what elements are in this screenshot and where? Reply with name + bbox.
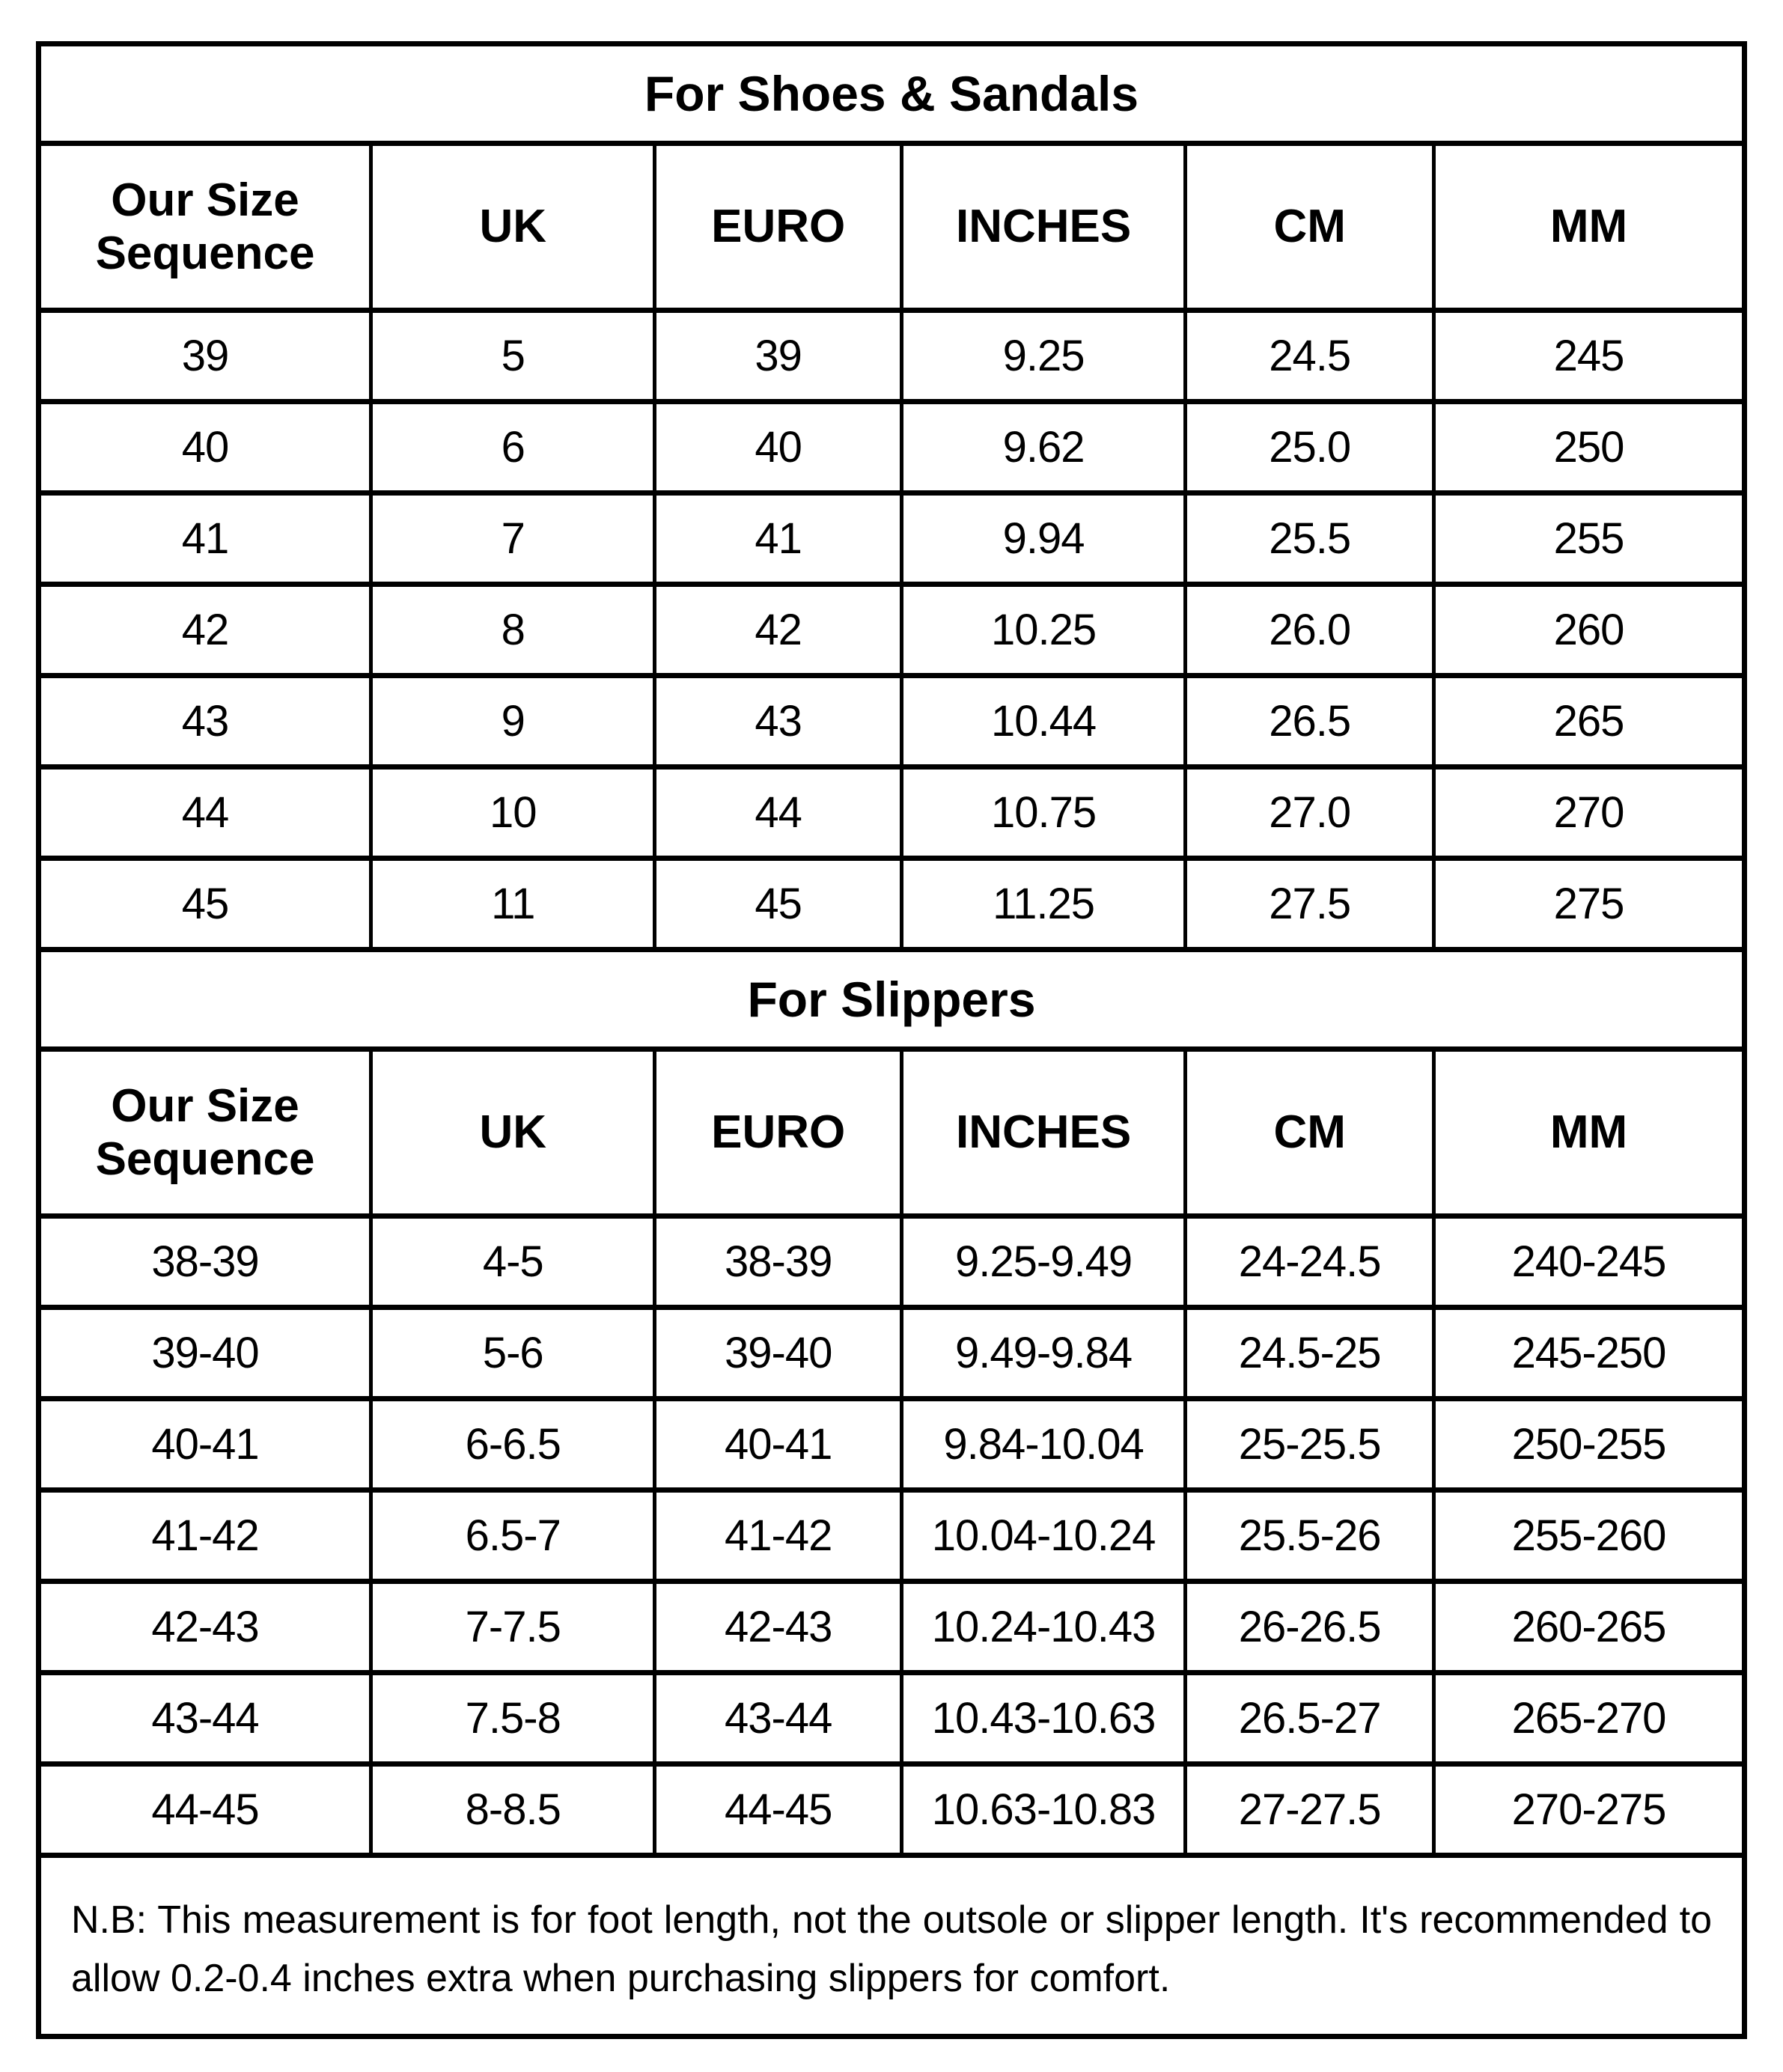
table-cell: 10.43-10.63	[903, 1675, 1187, 1761]
table-cell: 7.5-8	[373, 1675, 656, 1761]
table-cell: 4-5	[373, 1219, 656, 1305]
table-cell: 26.5	[1187, 678, 1436, 764]
table-row	[41, 770, 1742, 861]
table-cell: 25-25.5	[1187, 1401, 1436, 1487]
table-cell: 6	[373, 404, 656, 490]
table-row	[41, 678, 1742, 770]
table-cell: 27-27.5	[1187, 1767, 1436, 1853]
table-cell: 10.44	[903, 678, 1187, 764]
table-row	[41, 861, 1742, 952]
table-row	[41, 1493, 1742, 1584]
column-header-cm: CM	[1187, 146, 1436, 308]
table-cell: 41-42	[41, 1493, 373, 1579]
table-cell: 5-6	[373, 1310, 656, 1396]
column-header-our-size-sequence: Our Size Sequence	[41, 146, 373, 308]
table-cell: 10.04-10.24	[903, 1493, 1187, 1579]
table-cell: 38-39	[41, 1219, 373, 1305]
column-header-euro: EURO	[656, 1052, 903, 1213]
table-row	[41, 313, 1742, 404]
table-cell: 39-40	[656, 1310, 903, 1396]
table-cell: 11	[373, 861, 656, 947]
slippers-section-title-row	[41, 952, 1742, 1052]
shoes-header-row	[41, 146, 1742, 313]
table-cell: 245	[1553, 332, 1624, 380]
table-cell: 42-43	[41, 1584, 373, 1670]
table-cell: 255-260	[1511, 1511, 1666, 1560]
table-cell: 275	[1553, 880, 1624, 928]
slippers-rows	[41, 1219, 1742, 1858]
table-cell: 42	[41, 587, 373, 673]
table-cell: 9.84-10.04	[903, 1401, 1187, 1487]
slippers-section-title: For Slippers	[747, 971, 1036, 1027]
table-cell: 240-245	[1511, 1237, 1666, 1286]
table-cell: 7-7.5	[373, 1584, 656, 1670]
table-cell: 38-39	[656, 1219, 903, 1305]
table-row	[41, 587, 1742, 678]
table-cell: 26.0	[1187, 587, 1436, 673]
table-cell: 265	[1553, 697, 1624, 746]
table-row	[41, 404, 1742, 496]
table-cell: 39	[41, 313, 373, 399]
table-cell: 7	[373, 496, 656, 582]
table-cell: 44	[41, 770, 373, 856]
note-text: N.B: This measurement is for foot length, not the outsole or slipper length. It's recommended to allow 0.2-0.4 inches extra when purchasing slippers for comfort.	[71, 1898, 1712, 2000]
table-cell: 43-44	[41, 1675, 373, 1761]
table-cell: 245-250	[1511, 1329, 1666, 1377]
table-cell: 27.5	[1187, 861, 1436, 947]
column-header-our-size-sequence: Our Size Sequence	[41, 1052, 373, 1213]
table-cell: 10.25	[903, 587, 1187, 673]
table-cell: 25.5	[1187, 496, 1436, 582]
table-cell: 40	[41, 404, 373, 490]
table-cell: 40-41	[656, 1401, 903, 1487]
table-cell: 10.63-10.83	[903, 1767, 1187, 1853]
table-cell: 10.24-10.43	[903, 1584, 1187, 1670]
table-cell: 250-255	[1511, 1420, 1666, 1469]
column-header-inches: INCHES	[903, 1052, 1187, 1213]
slippers-header-row	[41, 1052, 1742, 1219]
table-cell: 9.94	[903, 496, 1187, 582]
table-cell: 270	[1553, 788, 1624, 837]
table-cell: 44-45	[41, 1767, 373, 1853]
table-cell: 42	[656, 587, 903, 673]
table-cell: 40	[656, 404, 903, 490]
table-cell: 24-24.5	[1187, 1219, 1436, 1305]
table-cell: 24.5-25	[1187, 1310, 1436, 1396]
table-cell: 260	[1553, 606, 1624, 654]
table-row	[41, 1767, 1742, 1858]
table-cell: 26-26.5	[1187, 1584, 1436, 1670]
table-row	[41, 1584, 1742, 1675]
column-header-uk: UK	[373, 146, 656, 308]
table-cell: 39	[656, 313, 903, 399]
table-row	[41, 1219, 1742, 1310]
table-cell: 44	[656, 770, 903, 856]
table-cell: 45	[656, 861, 903, 947]
table-row	[41, 1675, 1742, 1767]
table-cell: 9.25	[903, 313, 1187, 399]
table-cell: 25.5-26	[1187, 1493, 1436, 1579]
table-cell: 9.62	[903, 404, 1187, 490]
table-cell: 9.25-9.49	[903, 1219, 1187, 1305]
table-cell: 25.0	[1187, 404, 1436, 490]
table-cell: 5	[373, 313, 656, 399]
table-row	[41, 1401, 1742, 1493]
table-cell: 270-275	[1511, 1785, 1666, 1834]
table-cell: 43	[41, 678, 373, 764]
table-cell: 9	[373, 678, 656, 764]
table-cell: 6-6.5	[373, 1401, 656, 1487]
column-header-cm: CM	[1187, 1052, 1436, 1213]
table-row	[41, 1310, 1742, 1401]
table-cell: 10.75	[903, 770, 1187, 856]
table-cell: 10	[373, 770, 656, 856]
table-cell: 9.49-9.84	[903, 1310, 1187, 1396]
table-cell: 44-45	[656, 1767, 903, 1853]
table-cell: 45	[41, 861, 373, 947]
table-cell: 42-43	[656, 1584, 903, 1670]
table-row	[41, 496, 1742, 587]
table-cell: 250	[1553, 423, 1624, 472]
column-header-inches: INCHES	[903, 146, 1187, 308]
column-header-mm: MM	[1549, 1106, 1628, 1159]
table-cell: 8	[373, 587, 656, 673]
table-cell: 43	[656, 678, 903, 764]
table-cell: 6.5-7	[373, 1493, 656, 1579]
shoes-section-title: For Shoes & Sandals	[644, 65, 1139, 121]
shoes-rows	[41, 313, 1742, 952]
table-cell: 24.5	[1187, 313, 1436, 399]
table-cell: 40-41	[41, 1401, 373, 1487]
table-cell: 26.5-27	[1187, 1675, 1436, 1761]
shoes-section-title-row	[41, 46, 1742, 146]
table-cell: 8-8.5	[373, 1767, 656, 1853]
note-row	[41, 1858, 1742, 2034]
column-header-euro: EURO	[656, 146, 903, 308]
table-cell: 41-42	[656, 1493, 903, 1579]
table-cell: 260-265	[1511, 1603, 1666, 1651]
table-cell: 43-44	[656, 1675, 903, 1761]
table-cell: 11.25	[903, 861, 1187, 947]
table-cell: 27.0	[1187, 770, 1436, 856]
table-cell: 39-40	[41, 1310, 373, 1396]
column-header-mm: MM	[1549, 201, 1628, 253]
table-cell: 265-270	[1511, 1694, 1666, 1743]
table-cell: 255	[1553, 514, 1624, 563]
table-cell: 41	[41, 496, 373, 582]
table-cell: 41	[656, 496, 903, 582]
size-chart-table	[36, 41, 1747, 2039]
column-header-uk: UK	[373, 1052, 656, 1213]
